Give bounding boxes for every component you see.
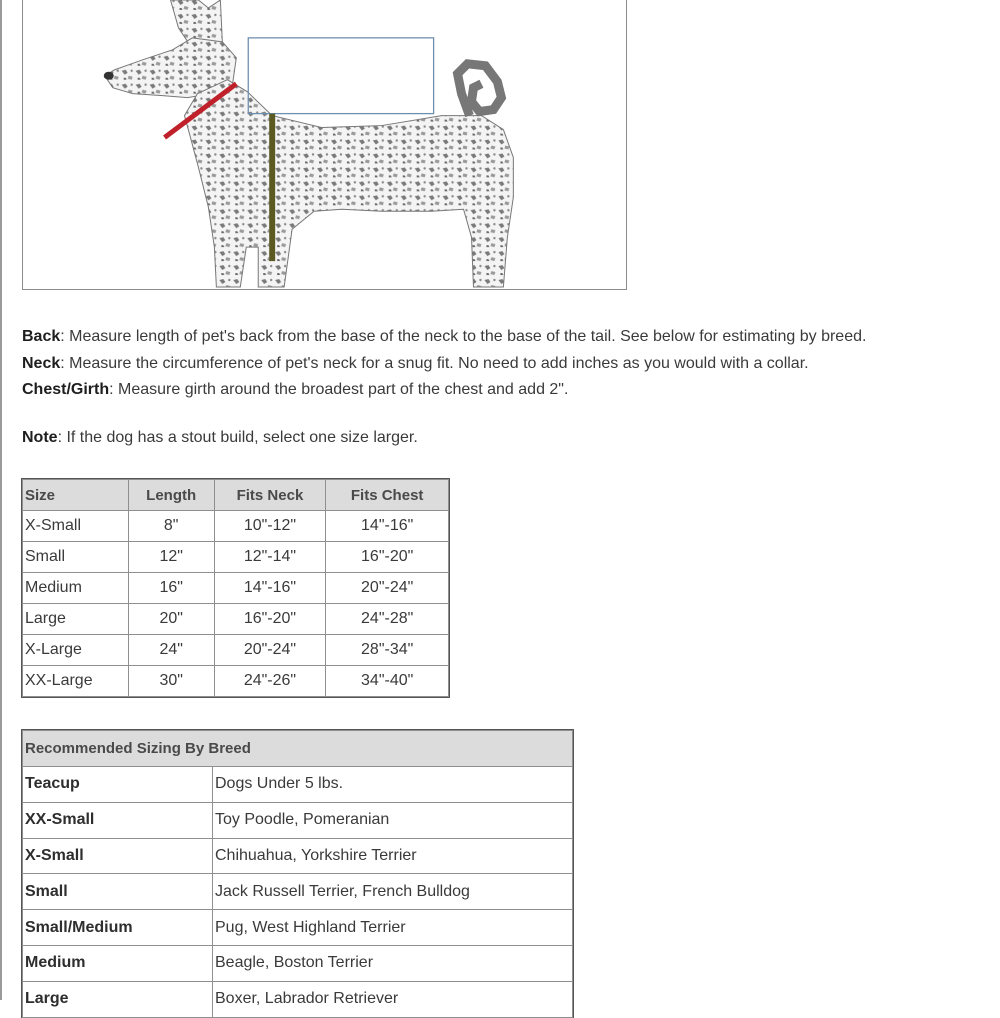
breed-sizing-table [22,730,573,1018]
breed-list-cell: Beagle, Boston Terrier [213,945,573,981]
instruction-back-text: : Measure length of pet's back from the base of the neck to the base of the tail. See below for estimating by breed. [60,328,867,345]
breed-list-cell: Boxer, Labrador Retriever [213,981,573,1017]
dog-illustration [23,0,626,289]
size-cell: X-Large [23,635,129,666]
size-cell: Medium [23,573,129,604]
breed-size-cell: Small/Medium [23,910,213,946]
chest-cell: 24"-28" [326,604,449,635]
header-length: Length [128,480,214,511]
header-size: Size [23,480,129,511]
instruction-chest-label: Chest/Girth [22,381,110,398]
breed-size-cell: XX-Small [23,802,213,838]
note-label: Note [22,429,58,446]
neck-cell: 12"-14" [214,542,326,573]
length-cell: 8" [128,511,214,542]
breed-size-cell: X-Small [23,838,213,874]
chest-cell: 14"-16" [326,511,449,542]
instruction-back [22,324,997,351]
chest-cell: 16"-20" [326,542,449,573]
chest-cell: 20"-24" [326,573,449,604]
table-row [23,573,449,604]
breed-list-cell: Toy Poodle, Pomeranian [213,802,573,838]
table-row [23,838,573,874]
dog-tail [458,64,502,116]
instruction-chest [22,377,997,404]
length-cell: 12" [128,542,214,573]
size-cell: Small [23,542,129,573]
breed-list-cell: Jack Russell Terrier, French Bulldog [213,874,573,910]
instruction-chest-text: : Measure girth around the broadest part of the chest and add 2". [109,381,569,398]
table-row [23,802,573,838]
table-row [23,542,449,573]
length-cell: 16" [128,573,214,604]
breed-size-cell: Large [23,981,213,1017]
table-row [23,635,449,666]
size-chart-table [22,479,449,697]
table-row [23,874,573,910]
size-table-header-row [23,480,449,511]
size-cell: Large [23,604,129,635]
length-cell: 30" [128,666,214,697]
dog-measurement-figure [22,0,627,290]
table-row [23,767,573,803]
chest-cell: 34"-40" [326,666,449,697]
neck-cell: 24"-26" [214,666,326,697]
table-row [23,981,573,1017]
table-row [23,666,449,697]
instruction-neck-label: Neck [22,354,61,372]
table-row [23,945,573,981]
length-cell: 20" [128,604,214,635]
breed-list-cell: Chihuahua, Yorkshire Terrier [213,838,573,874]
breed-size-cell: Medium [23,945,213,981]
breed-list-cell: Pug, West Highland Terrier [213,910,573,946]
neck-cell: 14"-16" [214,573,326,604]
size-cell: XX-Large [23,666,129,697]
neck-cell: 10"-12" [214,511,326,542]
neck-cell: 20"-24" [214,635,326,666]
sizing-note [22,429,418,447]
table-row [23,604,449,635]
size-cell: X-Small [23,511,129,542]
breed-table-title: Recommended Sizing By Breed [23,731,573,767]
instruction-neck-text: : Measure the circumference of pet's neck for a snug fit. No need to add inches as you would with a collar. [60,354,809,372]
chest-cell: 28"-34" [326,635,449,666]
measurement-instructions [22,324,997,404]
header-fits-chest: Fits Chest [326,480,449,511]
length-cell: 24" [128,635,214,666]
breed-table-header-row [23,731,573,767]
breed-size-cell: Small [23,874,213,910]
note-text: : If the dog has a stout build, select one size larger. [57,429,418,446]
header-fits-neck: Fits Neck [214,480,326,511]
table-row [23,511,449,542]
table-row [23,910,573,946]
instruction-back-label: Back [22,328,61,345]
back-measure-box [248,38,433,114]
neck-cell: 16"-20" [214,604,326,635]
page-left-edge [0,0,2,1000]
breed-size-cell: Teacup [23,767,213,803]
instruction-neck [22,351,997,378]
breed-list-cell: Dogs Under 5 lbs. [213,767,573,803]
